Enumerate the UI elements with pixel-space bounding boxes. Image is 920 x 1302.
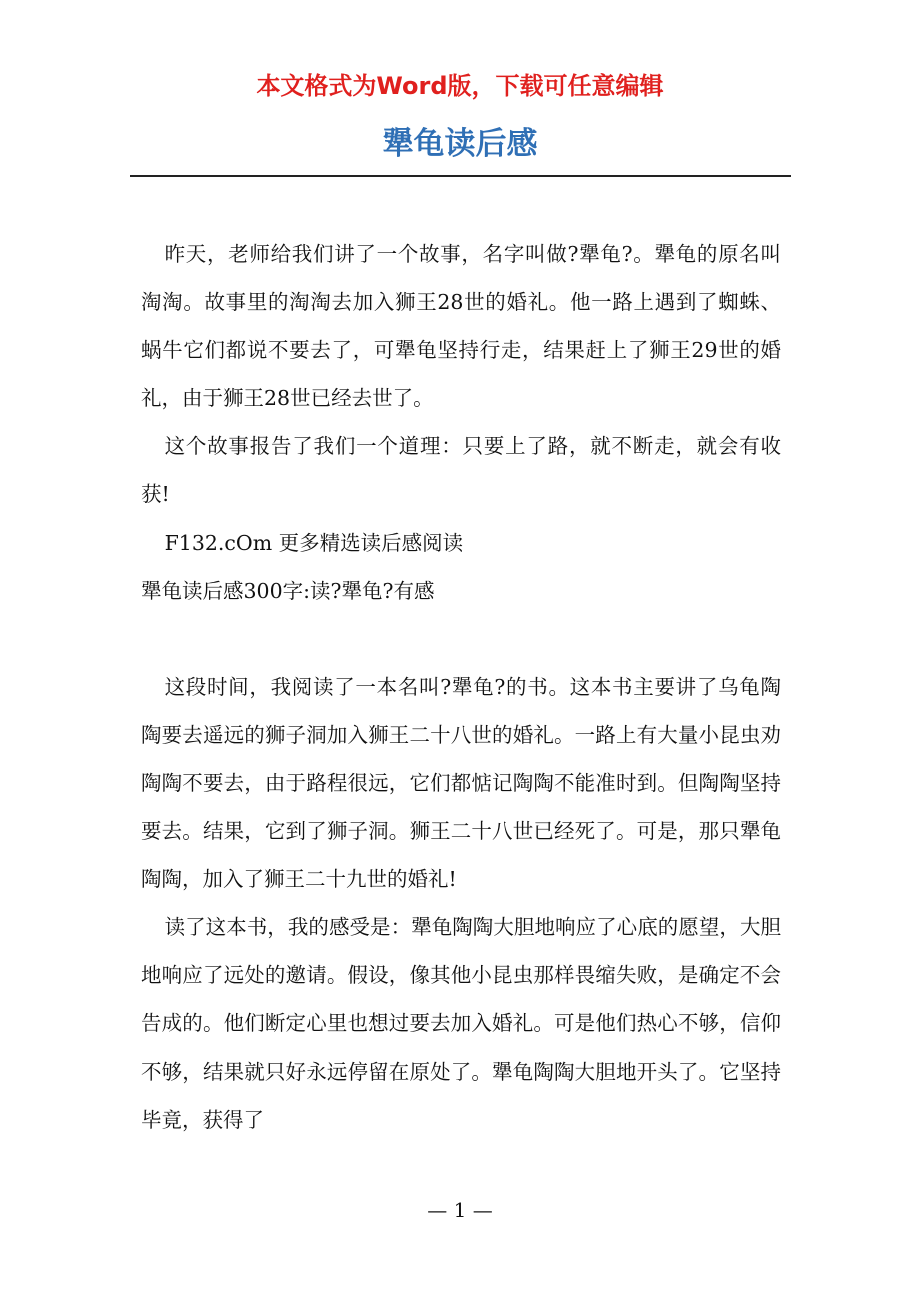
document-title: 犟龟读后感 <box>382 126 538 162</box>
paragraph-6: 读了这本书，我的感受是：犟龟陶陶大胆地响应了心底的愿望，大胆地响应了远处的邀请。假设，像其他小昆虫那样畏缩失败，是确定不会告成的。他们断定心里也想过要去加入婚礼。可是他们热心不够，信仰不够，结果就只好永远停留在原处了。犟龟陶陶大胆地开头了。它坚持毕竟，获得了 <box>141 915 781 1132</box>
paragraph-3: F132.cOm 更多精选读后感阅读 <box>164 530 464 555</box>
blank-line <box>141 615 781 663</box>
paragraph-5: 这段时间，我阅读了一本名叫?犟龟?的书。这本书主要讲了乌龟陶陶要去遥远的狮子洞加入狮王二十八世的婚礼。一路上有大量小昆虫劝陶陶不要去，由于路程很远，它们都惦记陶陶不能准时到。但陶陶坚持要去。结果，它到了狮子洞。狮王二十八世已经死了。可是，那只犟龟陶陶，加入了狮王二十九世的婚礼! <box>141 674 781 892</box>
section-heading: 犟龟读后感300字:读?犟龟?有感 <box>141 578 435 603</box>
paragraph-2: 这个故事报告了我们一个道理：只要上了路，就不断走，就会有收获! <box>141 434 781 507</box>
format-notice: 本文格式为Word版，下载可任意编辑 <box>256 72 664 100</box>
title-divider <box>130 175 791 177</box>
paragraph-1: 昨天，老师给我们讲了一个故事，名字叫做?犟龟?。犟龟的原名叫淘淘。故事里的淘淘去加入狮王28世的婚礼。他一路上遇到了蜘蛛、蜗牛它们都说不要去了，可犟龟坚持行走，结果赶上了狮王29世的婚礼，由于狮王28世已经去世了。 <box>141 242 781 411</box>
document-body <box>141 230 781 1144</box>
page-number: — 1 — <box>427 1198 493 1222</box>
